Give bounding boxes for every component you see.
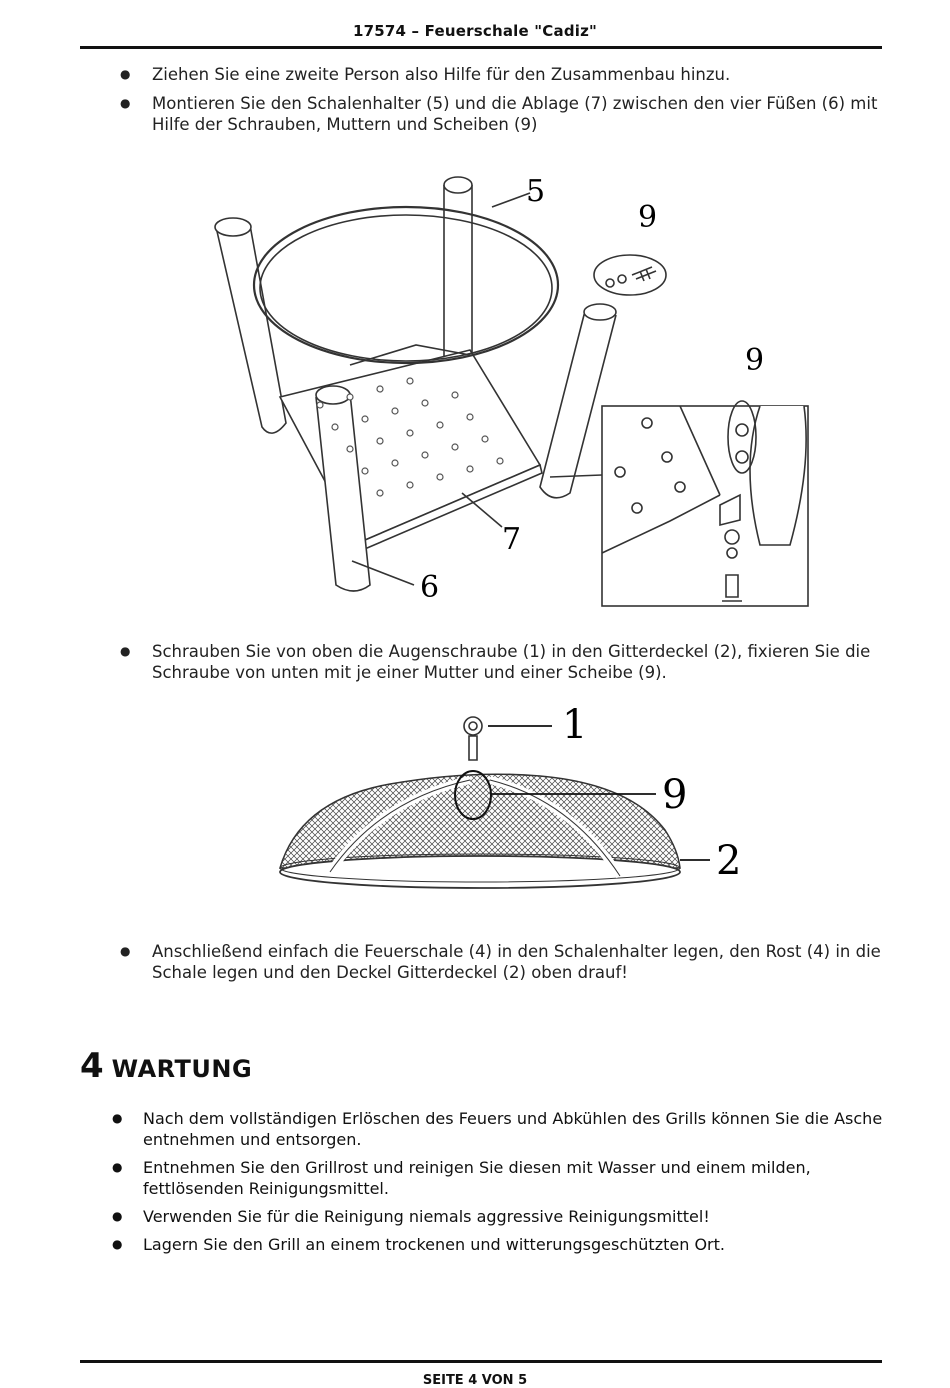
screw-set-bubble <box>594 255 666 295</box>
step-eye-bolt: ● Schrauben Sie von oben die Augenschraube (1) in den Gitterdeckel (2), fixieren Sie die Schraube von unten mit je einer Mutter und einer Scheibe (9). <box>120 641 910 683</box>
ring-holder <box>254 207 558 365</box>
section-heading <box>80 1046 252 1086</box>
eye-bolt-step-list <box>120 641 910 691</box>
label-screw-detail: 9 <box>745 343 765 378</box>
maintenance-item: ● Lagern Sie den Grill an einem trockenen und witterungsgeschützten Ort. <box>112 1234 912 1255</box>
detail-inset <box>602 401 808 606</box>
maintenance-item: ● Nach dem vollständigen Erlöschen des Feuers und Abkühlen des Grills können Sie die Asche entnehmen und entsorgen. <box>112 1108 912 1150</box>
section-title: WARTUNG <box>111 1055 253 1083</box>
maintenance-item: ● Entnehmen Sie den Grillrost und reinigen Sie diesen mit Wasser und einem milden, fettlösenden Reinigungsmittel. <box>112 1157 912 1199</box>
label-fixing: 9 <box>662 772 688 818</box>
stand-assembly-diagram <box>200 165 820 615</box>
maintenance-item: ● Verwenden Sie für die Reinigung niemals aggressive Reinigungsmittel! <box>112 1206 912 1227</box>
step-mount-holder: ● Montieren Sie den Schalenhalter (5) und die Ablage (7) zwischen den vier Füßen (6) mit Hilfe der Schrauben, Muttern und Scheiben (9) <box>120 93 910 135</box>
document-title: 17574 – Feuerschale "Cadiz" <box>352 22 598 40</box>
maintenance-list <box>112 1108 912 1262</box>
section-number: 4 <box>80 1046 104 1086</box>
mesh-dome <box>280 774 680 888</box>
label-eye-bolt: 1 <box>562 702 588 748</box>
page-number: SEITE 4 VON 5 <box>422 1373 528 1388</box>
step-get-helper: ● Ziehen Sie eine zweite Person also Hilfe für den Zusammenbau hinzu. <box>120 64 910 85</box>
eye-bolt <box>464 717 482 760</box>
mesh-lid-diagram <box>270 700 770 920</box>
leader-ring <box>492 193 530 207</box>
header-rule <box>80 46 882 49</box>
label-shelf: 7 <box>502 522 522 557</box>
assembly-steps-list <box>120 64 910 143</box>
label-leg: 6 <box>420 570 440 605</box>
footer-rule <box>80 1360 882 1363</box>
label-ring-holder: 5 <box>526 174 546 209</box>
back-right-leg <box>444 177 472 371</box>
label-screw-set: 9 <box>638 200 658 235</box>
label-mesh-lid: 2 <box>716 838 742 884</box>
final-step-list <box>120 941 920 991</box>
step-final: ● Anschließend einfach die Feuerschale (4) in den Schalenhalter legen, den Rost (4) in die Schale legen und den Deckel Gitterdeckel (2) oben drauf! <box>120 941 920 983</box>
